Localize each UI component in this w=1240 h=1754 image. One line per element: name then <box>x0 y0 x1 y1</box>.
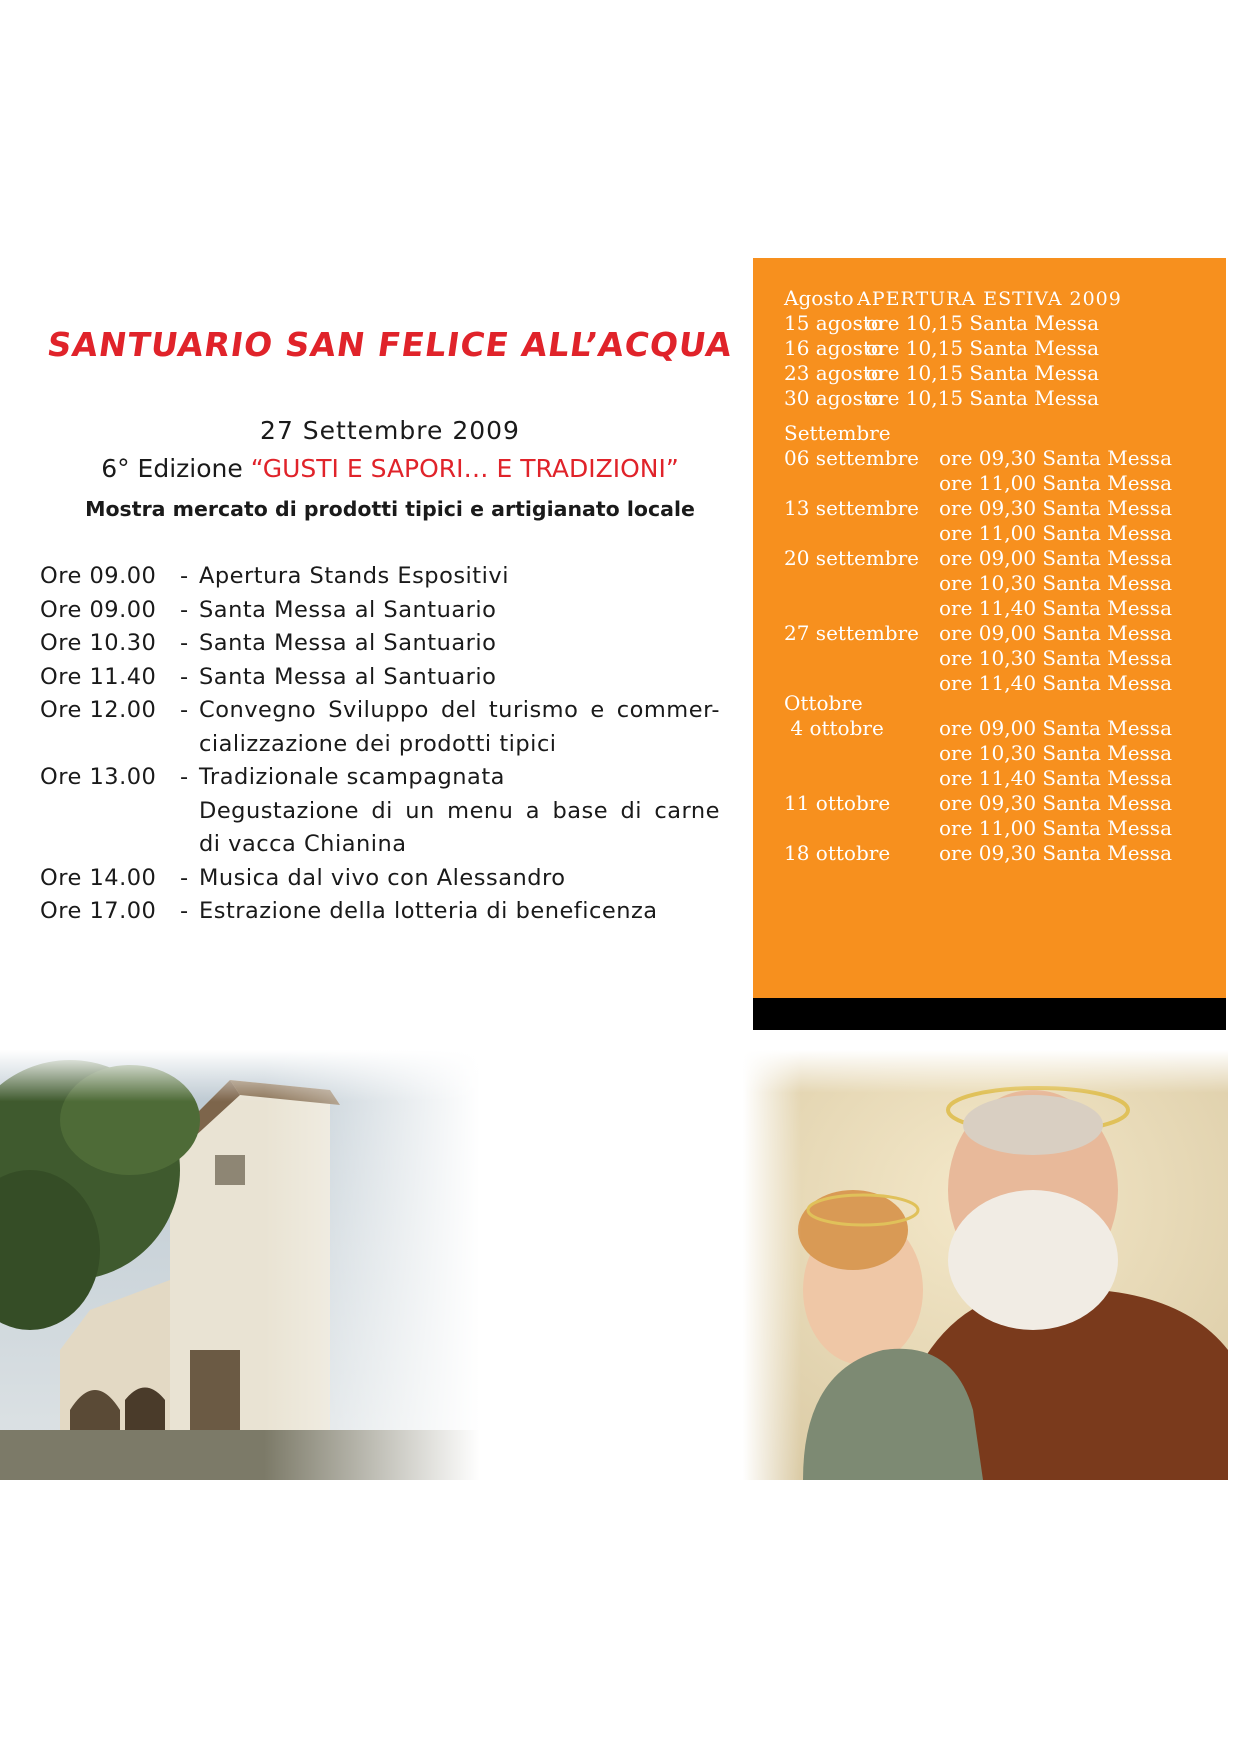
program-line: di vacca Chianina <box>199 831 407 857</box>
schedule-day: 20 settembre <box>784 546 919 570</box>
schedule-day: 18 ottobre <box>784 841 891 865</box>
black-bar <box>753 998 1226 1030</box>
schedule-day: 23 agosto <box>784 361 883 385</box>
schedule-row <box>784 471 1204 496</box>
schedule-time: ore 10,30 Santa Messa <box>939 571 1172 595</box>
program-time: Ore 09.00 <box>40 596 157 623</box>
schedule-row <box>784 766 1204 791</box>
schedule-row <box>784 816 1204 841</box>
program-line: Apertura Stands Espositivi <box>199 563 509 589</box>
opening-schedule-title: APERTURA ESTIVA 2009 <box>857 288 1122 310</box>
program-description <box>199 761 720 862</box>
schedule-row <box>784 621 1204 646</box>
edition-name: “GUSTI E SAPORI… E TRADIZIONI” <box>250 454 679 483</box>
schedule-row <box>784 571 1204 596</box>
schedule-row <box>784 841 1204 866</box>
opening-schedule-box <box>753 258 1226 998</box>
event-date: 27 Settembre 2009 <box>260 416 520 445</box>
schedule-row <box>784 311 1204 336</box>
schedule-day: 11 ottobre <box>784 791 891 815</box>
program-description <box>199 895 720 929</box>
schedule-month-label: Ottobre <box>784 691 863 715</box>
program-row <box>40 895 720 929</box>
program-row <box>40 661 720 695</box>
schedule-month-label: Agosto <box>784 286 854 310</box>
program-time: Ore 17.00 <box>40 898 157 924</box>
program-time: Ore 13.00 <box>40 764 157 790</box>
program-description <box>199 560 720 594</box>
program-list <box>40 560 720 929</box>
program-row <box>40 560 720 594</box>
program-dash: - <box>180 663 189 690</box>
schedule-time: ore 09,00 Santa Messa <box>939 621 1172 645</box>
schedule-row <box>784 386 1204 411</box>
program-line: Tradizionale scampagnata <box>199 764 505 790</box>
schedule-time: ore 11,00 Santa Messa <box>939 521 1172 545</box>
schedule-row <box>784 361 1204 386</box>
schedule-ottobre <box>784 691 1204 866</box>
schedule-time: ore 11,40 Santa Messa <box>939 671 1172 695</box>
schedule-time: ore 09,30 Santa Messa <box>939 791 1172 815</box>
program-dash: - <box>180 563 189 589</box>
schedule-time: ore 10,30 Santa Messa <box>939 741 1172 765</box>
schedule-time: ore 09,30 Santa Messa <box>939 446 1172 470</box>
program-line: Degustazione di un menu a base di carne <box>199 797 720 824</box>
program-row <box>40 862 720 896</box>
program-description <box>199 661 720 695</box>
program-description <box>199 862 720 896</box>
schedule-time: ore 09,30 Santa Messa <box>939 496 1172 520</box>
schedule-time: ore 11,00 Santa Messa <box>939 816 1172 840</box>
schedule-time: ore 11,40 Santa Messa <box>939 596 1172 620</box>
schedule-time: ore 09,30 Santa Messa <box>939 841 1172 865</box>
program-time: Ore 14.00 <box>40 864 157 891</box>
schedule-row <box>784 791 1204 816</box>
page-title: SANTUARIO SAN FELICE ALL’ACQUA <box>44 325 736 364</box>
schedule-row <box>784 596 1204 621</box>
program-line: Convegno Sviluppo del turismo e commer- <box>199 697 720 723</box>
program-line: cializzazione dei prodotti tipici <box>199 730 557 757</box>
schedule-day: 15 agosto <box>784 311 883 335</box>
schedule-row <box>784 646 1204 671</box>
program-line: Musica dal vivo con Alessandro <box>199 864 566 891</box>
schedule-month-label: Settembre <box>784 421 891 445</box>
schedule-day: 13 settembre <box>784 496 919 520</box>
program-line: Estrazione della lotteria di beneficenza <box>199 898 658 924</box>
schedule-day: 27 settembre <box>784 621 919 645</box>
program-line: Santa Messa al Santuario <box>199 630 497 656</box>
schedule-day: 16 agosto <box>784 336 883 360</box>
schedule-day: 06 settembre <box>784 446 919 470</box>
program-dash: - <box>180 898 189 924</box>
program-dash: - <box>180 697 189 723</box>
program-time: Ore 09.00 <box>40 563 157 589</box>
schedule-time: ore 10,15 Santa Messa <box>866 361 1099 385</box>
program-time: Ore 11.40 <box>40 663 157 690</box>
program-dash: - <box>180 596 189 623</box>
program-dash: - <box>180 630 189 656</box>
program-row <box>40 594 720 628</box>
event-subtitle: Mostra mercato di prodotti tipici e artigianato locale <box>85 497 695 521</box>
schedule-row <box>784 496 1204 521</box>
schedule-day: 4 ottobre <box>784 716 884 740</box>
sanctuary-photo <box>0 1050 480 1480</box>
schedule-time: ore 11,40 Santa Messa <box>939 766 1172 790</box>
schedule-time: ore 11,00 Santa Messa <box>939 471 1172 495</box>
schedule-row <box>784 741 1204 766</box>
schedule-row <box>784 336 1204 361</box>
schedule-time: ore 09,00 Santa Messa <box>939 546 1172 570</box>
program-row <box>40 694 720 761</box>
schedule-row <box>784 521 1204 546</box>
schedule-time: ore 10,15 Santa Messa <box>866 386 1099 410</box>
schedule-settembre <box>784 421 1204 696</box>
edition-prefix: 6° Edizione <box>101 454 251 483</box>
schedule-day: 30 agosto <box>784 386 883 410</box>
saint-painting <box>743 1050 1228 1480</box>
program-line: Santa Messa al Santuario <box>199 663 497 690</box>
schedule-time: ore 10,15 Santa Messa <box>866 336 1099 360</box>
schedule-time: ore 09,00 Santa Messa <box>939 716 1172 740</box>
schedule-agosto <box>784 286 1204 411</box>
program-row <box>40 761 720 862</box>
schedule-time: ore 10,30 Santa Messa <box>939 646 1172 670</box>
program-time: Ore 12.00 <box>40 697 157 723</box>
schedule-row <box>784 546 1204 571</box>
program-description <box>199 694 720 761</box>
schedule-row <box>784 446 1204 471</box>
event-edition <box>40 454 740 483</box>
schedule-row <box>784 716 1204 741</box>
program-line: Santa Messa al Santuario <box>199 596 497 623</box>
program-time: Ore 10.30 <box>40 630 157 656</box>
program-dash: - <box>180 764 189 790</box>
program-description <box>199 594 720 628</box>
schedule-time: ore 10,15 Santa Messa <box>866 311 1099 335</box>
program-row <box>40 627 720 661</box>
program-dash: - <box>180 864 189 891</box>
program-description <box>199 627 720 661</box>
